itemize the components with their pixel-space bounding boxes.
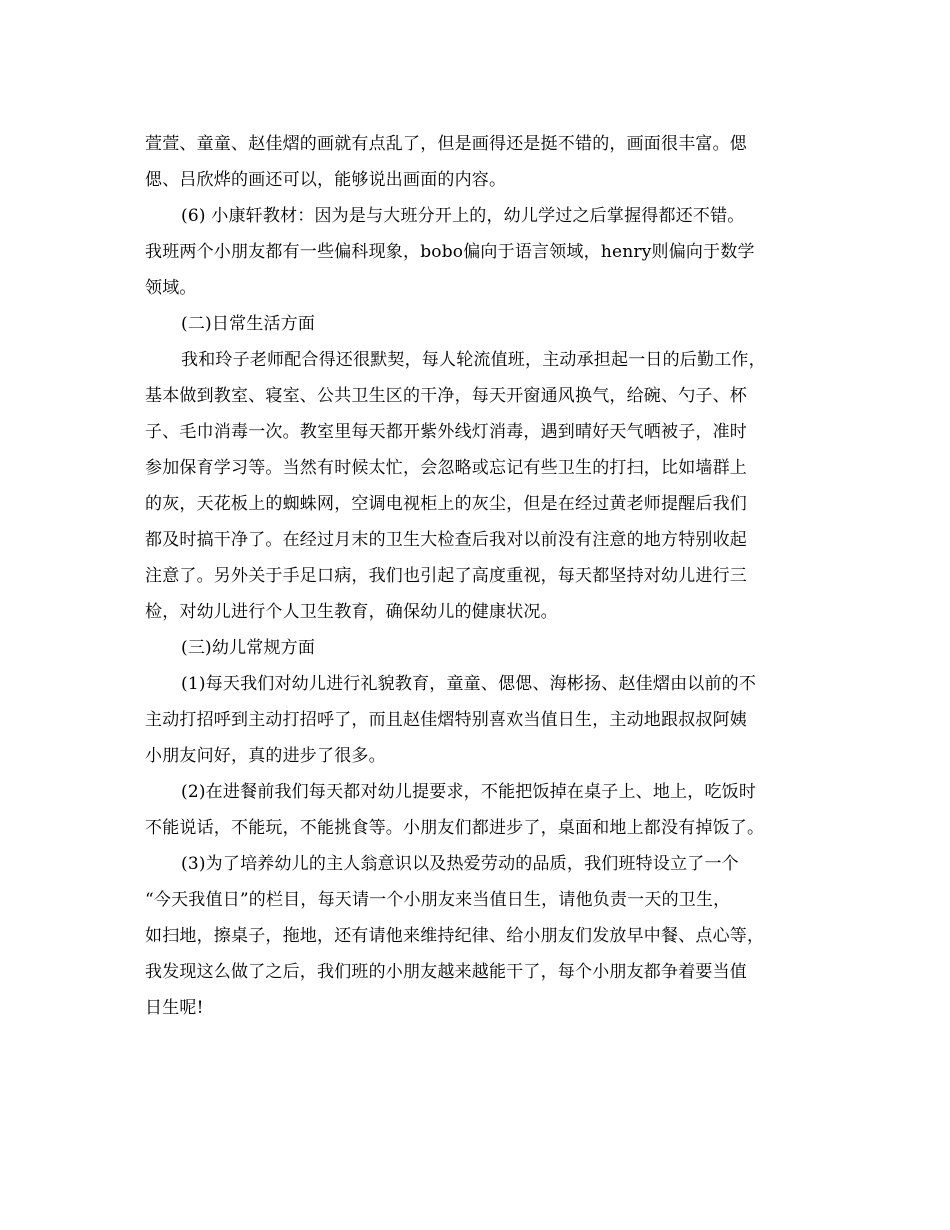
section-heading: (三)幼儿常规方面	[181, 638, 316, 658]
text-line: 都及时搞干净了。在经过月末的卫生大检查后我对以前没有注意的地方特别收起	[145, 530, 747, 550]
text-line: 不能说话，不能玩，不能挑食等。小朋友们都进步了，桌面和地上都没有掉饭了。	[145, 818, 765, 838]
text-line: 的灰，天花板上的蜘蛛网，空调电视柜上的灰尘，但是在经过黄老师提醒后我们	[145, 494, 747, 514]
text-line: 子、毛巾消毒一次。教室里每天都开紫外线灯消毒，遇到晴好天气晒被子，准时	[145, 422, 747, 442]
section-heading: (二)日常生活方面	[181, 314, 316, 334]
text-line: 我和玲子老师配合得还很默契，每人轮流值班，主动承担起一日的后勤工作，	[181, 350, 766, 370]
text-line: 日生呢!	[145, 998, 204, 1018]
text-line: 我班两个小朋友都有一些偏科现象，bobo偏向于语言领域，henry则偏向于数学	[145, 242, 755, 262]
text-line: 检，对幼儿进行个人卫生教育，确保幼儿的健康状况。	[145, 602, 558, 622]
text-line: 小朋友问好，真的进步了很多。	[145, 746, 386, 766]
text-line: (6) 小康轩教材：因为是与大班分开上的，幼儿学过之后掌握得都还不错。	[181, 206, 745, 226]
text-line: (1)每天我们对幼儿进行礼貌教育，童童、偲偲、海彬扬、赵佳熠由以前的不	[181, 674, 757, 694]
text-line: 参加保育学习等。当然有时候太忙，会忽略或忘记有些卫生的打扫，比如墙群上	[145, 458, 747, 478]
text-line: 我发现这么做了之后，我们班的小朋友越来越能干了，每个小朋友都争着要当值	[145, 962, 747, 982]
text-line: 领域。	[145, 278, 197, 298]
text-line: 如扫地，擦桌子，拖地，还有请他来维持纪律、给小朋友们发放早中餐、点心等，	[145, 926, 765, 946]
text-line: “今天我值日”的栏目，每天请一个小朋友来当值日生，请他负责一天的卫生，	[145, 890, 731, 910]
text-line: 注意了。另外关于手足口病，我们也引起了高度重视，每天都坚持对幼儿进行三	[145, 566, 747, 586]
text-line: 萱萱、童童、赵佳熠的画就有点乱了，但是画得还是挺不错的，画面很丰富。偲	[145, 134, 747, 154]
document-body	[145, 126, 810, 1026]
text-line: 主动打招呼到主动打招呼了，而且赵佳熠特别喜欢当值日生，主动地跟叔叔阿姨	[145, 710, 747, 730]
text-line: 基本做到教室、寝室、公共卫生区的干净，每天开窗通风换气，给碗、勺子、杯	[145, 386, 747, 406]
text-line: (3)为了培养幼儿的主人翁意识以及热爱劳动的品质，我们班特设立了一个	[181, 854, 739, 874]
text-line: 偲、吕欣烨的画还可以，能够说出画面的内容。	[145, 170, 507, 190]
text-line: (2)在进餐前我们每天都对幼儿提要求，不能把饭掉在桌子上、地上，吃饭时	[181, 782, 757, 802]
